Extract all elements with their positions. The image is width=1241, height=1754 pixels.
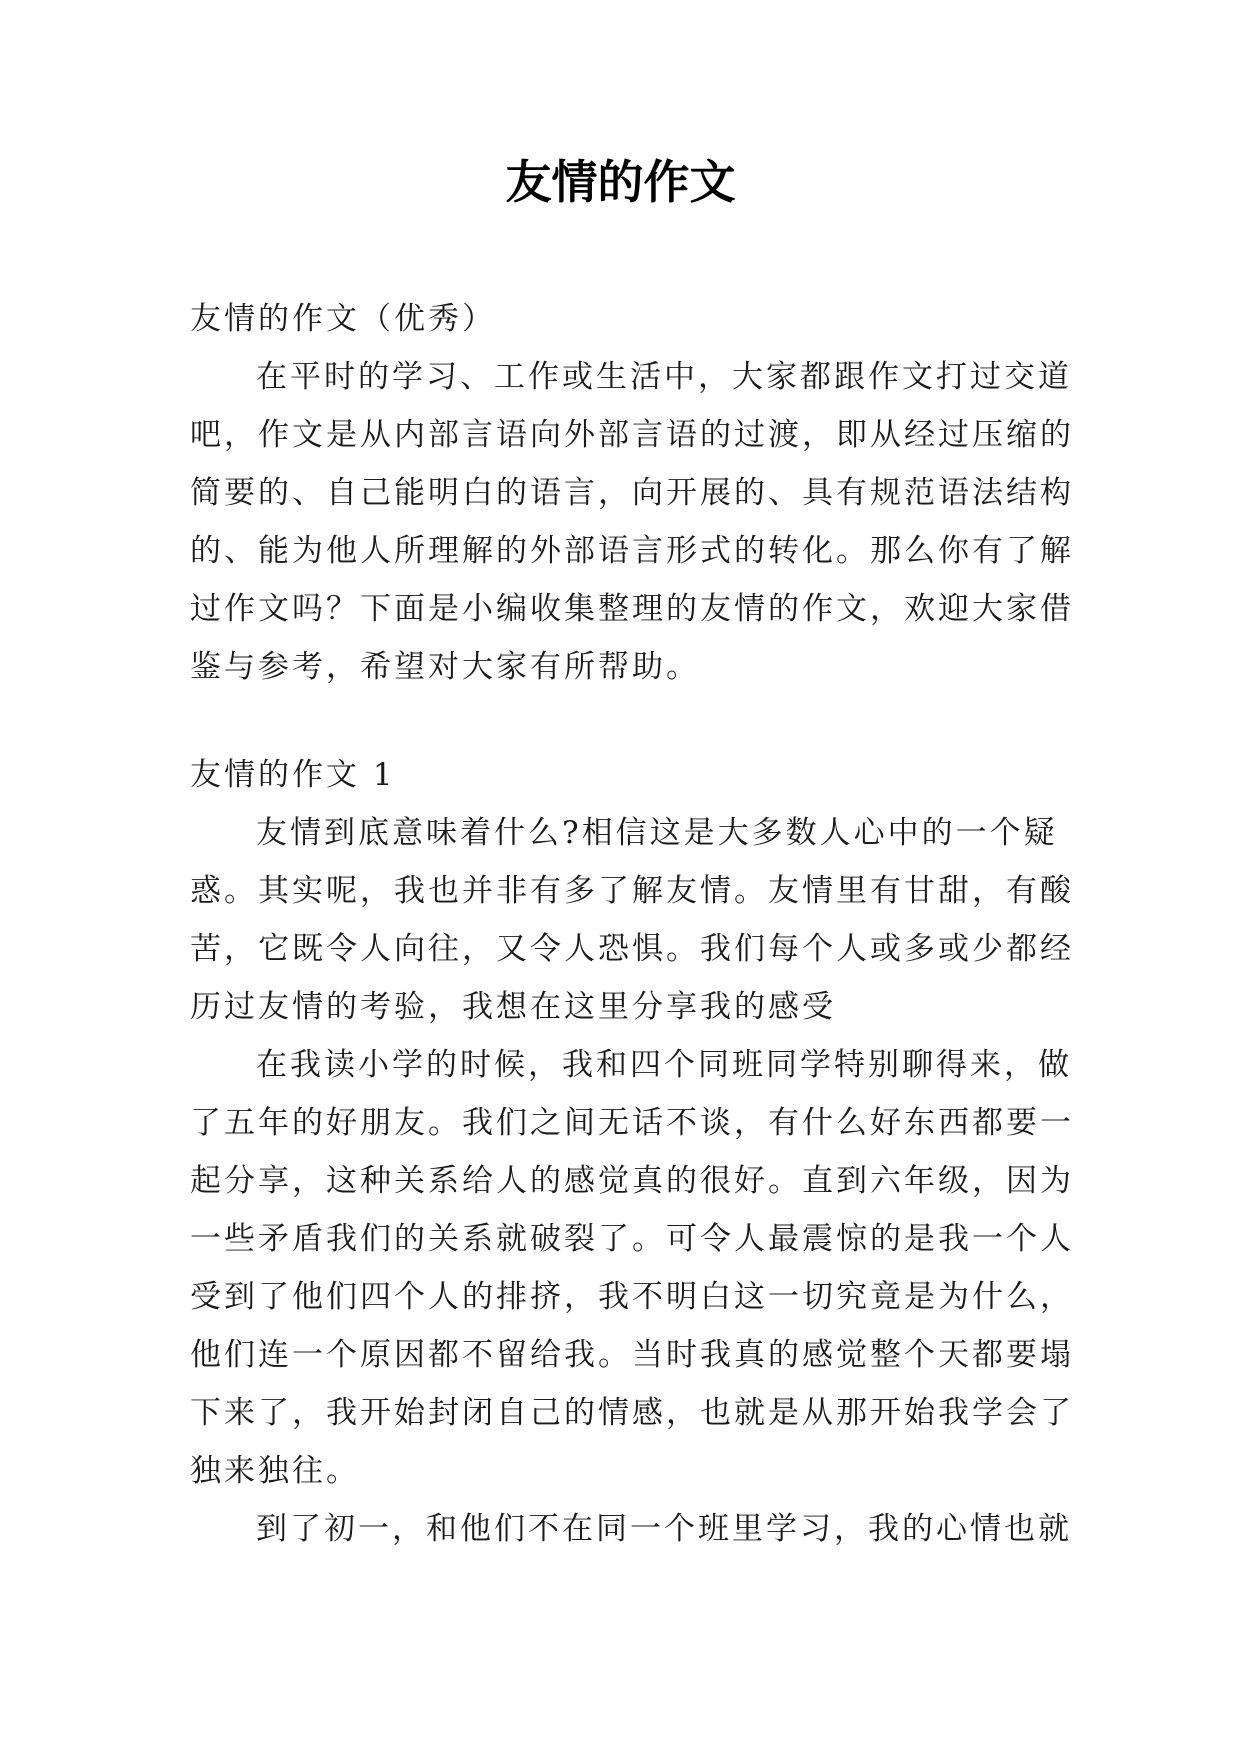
paragraph-line: 到了初一，和他们不在同一个班里学习，我的心情也就: [256, 1511, 1072, 1547]
document-body: [190, 290, 1074, 1558]
intro-line: 过作文吗？下面是小编收集整理的友情的作文，欢迎大家借: [190, 591, 1074, 627]
paragraph-3: [190, 1500, 1072, 1558]
paragraph-line: 了五年的好朋友。我们之间无话不谈，有什么好东西都要一: [190, 1105, 1074, 1141]
paragraph-line: 历过友情的考验，我想在这里分享我的感受: [190, 989, 836, 1025]
paragraph-line: 在我读小学的时候，我和四个同班同学特别聊得来，做: [256, 1047, 1072, 1083]
paragraph-line: 受到了他们四个人的排挤，我不明白这一切究竟是为什么，: [190, 1279, 1074, 1315]
paragraph-line: 一些矛盾我们的关系就破裂了。可令人最震惊的是我一个人: [190, 1221, 1074, 1257]
document-subtitle: 友情的作文（优秀）: [190, 301, 496, 337]
intro-line: 的、能为他人所理解的外部语言形式的转化。那么你有了解: [190, 533, 1074, 569]
intro-line: 简要的、自己能明白的语言，向开展的、具有规范语法结构: [190, 475, 1074, 511]
paragraph-1: [190, 804, 1074, 1036]
paragraph-line: 友情到底意味着什么?相信这是大多数人心中的一个疑: [256, 815, 1058, 851]
paragraph-line: 起分享，这种关系给人的感觉真的很好。直到六年级，因为: [190, 1163, 1074, 1199]
section-heading: 友情的作文 1: [190, 757, 396, 793]
paragraph-2: [190, 1036, 1074, 1500]
section-spacer: [190, 696, 1050, 746]
paragraph-line: 苦，它既令人向往，又令人恐惧。我们每个人或多或少都经: [190, 931, 1074, 967]
intro-line: 吧，作文是从内部言语向外部言语的过渡，即从经过压缩的: [190, 417, 1074, 453]
paragraph-line: 独来独往。: [190, 1453, 360, 1489]
intro-paragraph: [190, 348, 1074, 696]
document-title: 友情的作文: [505, 155, 736, 209]
intro-line: 在平时的学习、工作或生活中，大家都跟作文打过交道: [256, 359, 1072, 395]
paragraph-line: 惑。其实呢，我也并非有多了解友情。友情里有甘甜，有酸: [190, 873, 1074, 909]
paragraph-line: 他们连一个原因都不留给我。当时我真的感觉整个天都要塌: [190, 1337, 1074, 1373]
paragraph-line: 下来了，我开始封闭自己的情感，也就是从那开始我学会了: [190, 1395, 1074, 1431]
intro-line: 鉴与参考，希望对大家有所帮助。: [190, 649, 700, 685]
